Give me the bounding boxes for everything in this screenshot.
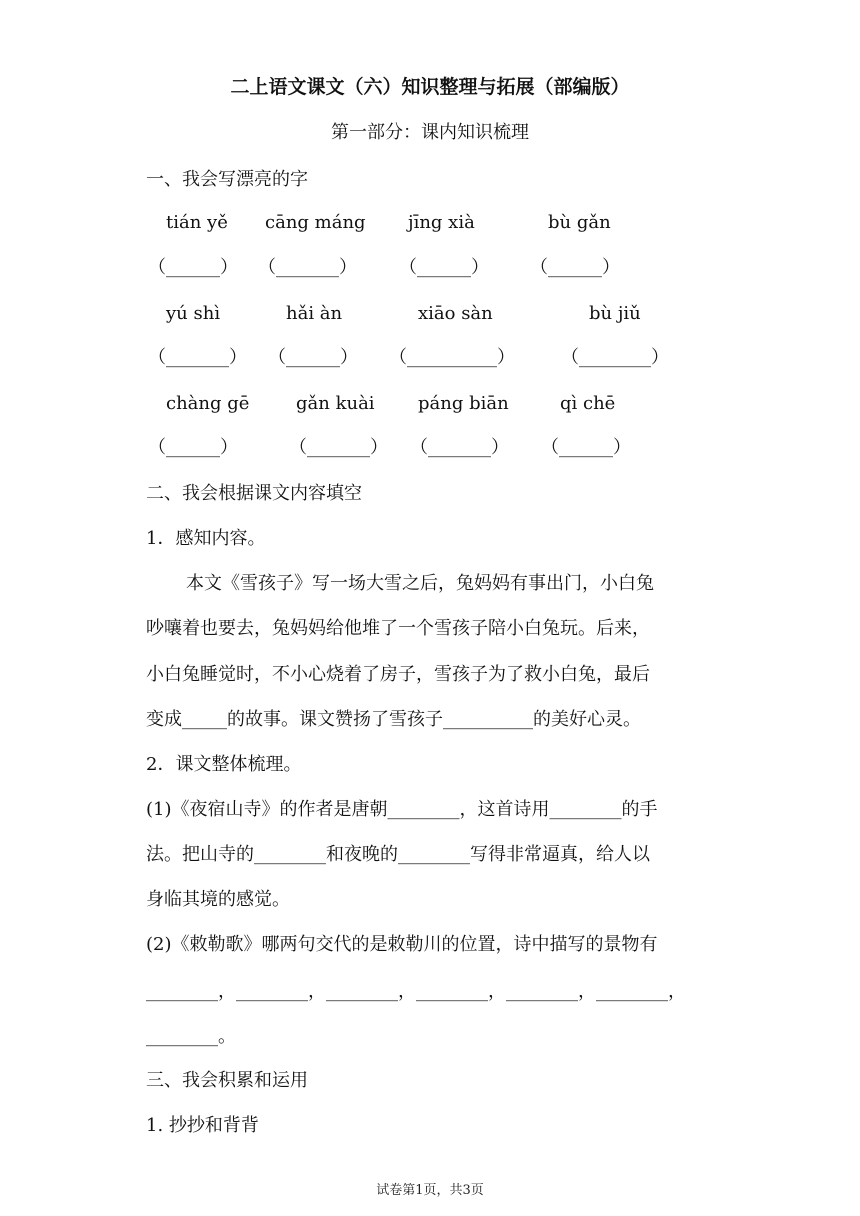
pinyin-item: hǎi àn: [286, 303, 343, 324]
part-subtitle: 第一部分：课内知识梳理: [331, 122, 529, 143]
answer-blank[interactable]: （__________）: [389, 347, 515, 368]
answer-blank[interactable]: （______）: [530, 257, 620, 278]
pinyin-item: páng biān: [418, 393, 509, 414]
answer-blank[interactable]: （_______）: [410, 437, 509, 458]
pinyin-item: bù gǎn: [548, 212, 611, 233]
pinyin-item: tián yě: [166, 212, 228, 233]
section-heading: 三、我会积累和运用: [146, 1070, 308, 1091]
pinyin-item: gǎn kuài: [296, 393, 375, 414]
pinyin-item: yú shì: [166, 303, 221, 324]
section-heading: 二、我会根据课文内容填空: [146, 483, 362, 504]
paragraph-line: 小白兔睡觉时，不小心烧着了房子，雪孩子为了救小白兔，最后: [146, 664, 650, 685]
answer-blank[interactable]: （________）: [561, 347, 669, 368]
answer-blank[interactable]: （_______）: [289, 437, 388, 458]
paragraph-line: 法。把山寺的________和夜晚的________写得非常逼真，给人以: [146, 844, 650, 865]
answer-blank[interactable]: （______）: [541, 437, 631, 458]
paragraph-line: 吵嚷着也要去，兔妈妈给他堆了一个雪孩子陪小白兔玩。后来，: [146, 618, 650, 639]
answer-blank[interactable]: （______）: [268, 347, 358, 368]
page-title: 二上语文课文（六）知识整理与拓展（部编版）: [230, 76, 630, 98]
answer-blank[interactable]: （______）: [148, 437, 238, 458]
pinyin-item: chàng gē: [166, 393, 250, 414]
answer-blank[interactable]: （_______）: [148, 347, 247, 368]
pinyin-item: cāng máng: [265, 212, 366, 233]
paragraph-line: (1)《夜宿山寺》的作者是唐朝________，这首诗用________的手: [146, 799, 658, 820]
pinyin-item: qì chē: [560, 393, 616, 414]
paragraph-line: (2)《敕勒歌》哪两句交代的是敕勒川的位置，诗中描写的景物有: [146, 934, 658, 955]
page-footer: 试卷第1页，共3页: [376, 1183, 484, 1198]
question-label: 1．感知内容。: [146, 528, 266, 549]
paragraph-line: ________。: [146, 1026, 236, 1047]
pinyin-item: xiāo sàn: [418, 303, 493, 324]
paragraph-line: 本文《雪孩子》写一场大雪之后，兔妈妈有事出门，小白兔: [186, 573, 654, 594]
paragraph-line: 身临其境的感觉。: [146, 889, 290, 910]
paragraph-line: 变成_____的故事。课文赞扬了雪孩子__________的美好心灵。: [146, 709, 641, 730]
pinyin-item: jīng xià: [408, 212, 475, 233]
answer-blank[interactable]: （______）: [148, 257, 238, 278]
answer-blank[interactable]: （_______）: [258, 257, 357, 278]
question-label: 2．课文整体梳理。: [146, 754, 302, 775]
paragraph-line: ________，________，________，________，________，________，: [146, 981, 686, 1002]
answer-blank[interactable]: （______）: [399, 257, 489, 278]
section-heading: 一、我会写漂亮的字: [146, 169, 308, 190]
question-label: 1. 抄抄和背背: [146, 1115, 259, 1136]
pinyin-item: bù jiǔ: [589, 303, 641, 324]
